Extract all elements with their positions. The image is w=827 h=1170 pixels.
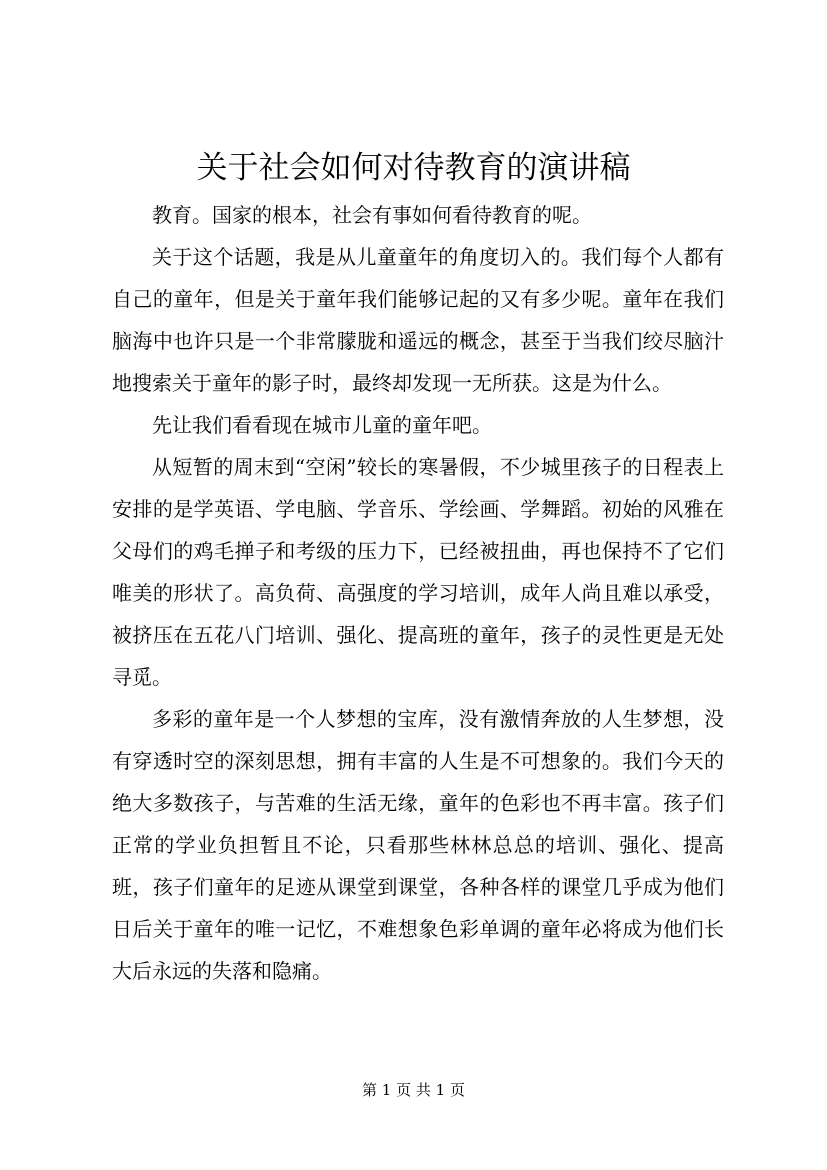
paragraph-1: 教育。国家的根本，社会有事如何看待教育的呢。 [152, 203, 592, 227]
paragraph-3: 先让我们看看现在城市儿童的童年吧。 [152, 413, 492, 437]
document-title: 关于社会如何对待教育的演讲稿 [196, 150, 631, 186]
paragraph-5: 多彩的童年是一个人梦想的宝库，没有激情奔放的人生梦想，没有穿透时空的深刻思想，拥有丰富的人生是不可想象的。我们今天的绝大多数孩子，与苦难的生活无缘，童年的色彩也不再丰富。孩子们正常的学业负担暂且不论，只看那些林林总总的培训、强化、提高班，孩子们童年的足迹从课堂到课堂，各种各样的课堂几乎成为他们日后关于童年的唯一记忆，不难想象色彩单调的童年必将成为他们长大后永远的失落和隐痛。 [112, 707, 724, 983]
page-number-footer: 第 1 页 共 1 页 [362, 1081, 465, 1099]
document-body [112, 194, 724, 992]
paragraph-2: 关于这个话题，我是从儿童童年的角度切入的。我们每个人都有自己的童年，但是关于童年我们能够记起的又有多少呢。童年在我们脑海中也许只是一个非常朦胧和遥远的概念，甚至于当我们绞尽脑汁地搜索关于童年的影子时，最终却发现一无所获。这是为什么。 [112, 245, 724, 395]
paragraph-4: 从短暂的周末到“空闲”较长的寒暑假，不少城里孩子的日程表上安排的是学英语、学电脑、学音乐、学绘画、学舞蹈。初始的风雅在父母们的鸡毛掸子和考级的压力下，已经被扭曲，再也保持不了它们唯美的形状了。高负荷、高强度的学习培训，成年人尚且难以承受，被挤压在五花八门培训、强化、提高班的童年，孩子的灵性更是无处寻觅。 [112, 455, 724, 689]
